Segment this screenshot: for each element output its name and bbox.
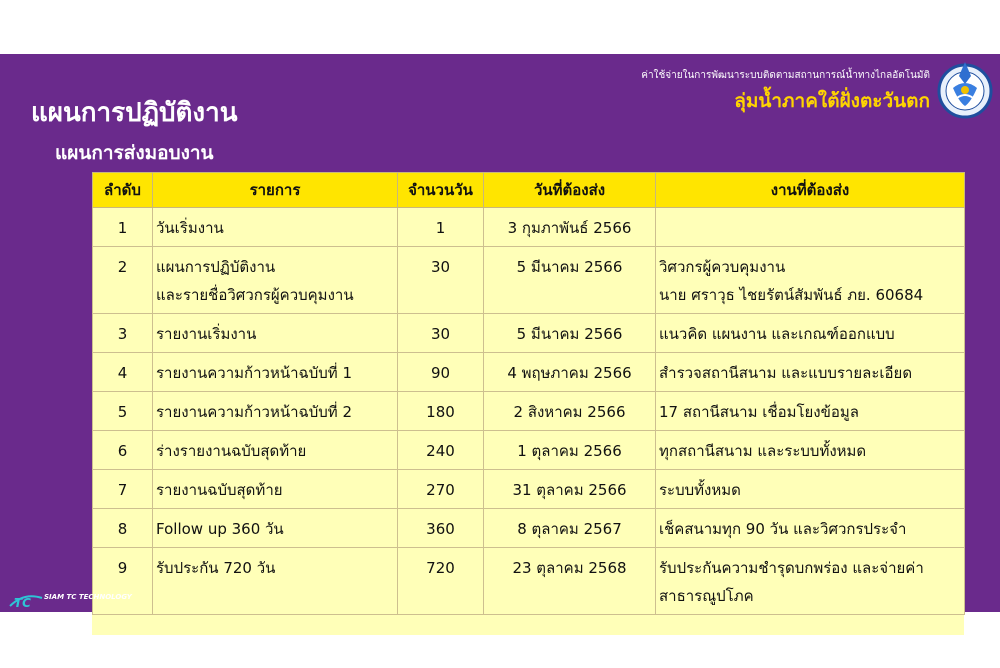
row-no: 5 xyxy=(93,392,153,431)
row-no: 8 xyxy=(93,509,153,548)
header-project-line: ค่าใช้จ่ายในการพัฒนาระบบติดตามสถานการณ์น้ำทางไกลอัตโนมัติ xyxy=(641,70,930,81)
row-no: 7 xyxy=(93,470,153,509)
row-item-line: และรายชื่อวิศวกรผู้ควบคุมงาน xyxy=(156,286,354,304)
table-row xyxy=(93,470,965,509)
row-days: 30 xyxy=(398,314,484,353)
row-deliverable xyxy=(656,208,965,247)
row-deliverable xyxy=(656,247,965,314)
row-deliverable-line: รับประกันความชำรุดบกพร่อง และจ่ายค่า xyxy=(659,559,924,577)
header-no: ลำดับ xyxy=(93,173,153,208)
row-item: วันเริ่มงาน xyxy=(153,208,398,247)
row-days: 240 xyxy=(398,431,484,470)
row-days: 270 xyxy=(398,470,484,509)
row-item: รายงานความก้าวหน้าฉบับที่ 2 xyxy=(153,392,398,431)
row-deliverable: แนวคิด แผนงาน และเกณฑ์ออกแบบ xyxy=(656,314,965,353)
row-no: 2 xyxy=(93,247,153,314)
department-emblem-icon xyxy=(935,58,995,120)
table-row xyxy=(93,509,965,548)
row-deliverable: 17 สถานีสนาม เชื่อมโยงข้อมูล xyxy=(656,392,965,431)
row-deliverable: เช็คสนามทุก 90 วัน และวิศวกรประจำ xyxy=(656,509,965,548)
table-row xyxy=(93,208,965,247)
row-date: 1 ตุลาคม 2566 xyxy=(484,431,656,470)
table-row xyxy=(93,548,965,615)
row-date: 4 พฤษภาคม 2566 xyxy=(484,353,656,392)
table-header-row xyxy=(93,173,965,208)
row-no: 1 xyxy=(93,208,153,247)
row-days: 360 xyxy=(398,509,484,548)
row-item-line: แผนการปฏิบัติงาน xyxy=(156,258,276,276)
row-date: 5 มีนาคม 2566 xyxy=(484,247,656,314)
row-item xyxy=(153,247,398,314)
logo-mark-text: TC xyxy=(14,596,31,610)
row-date: 5 มีนาคม 2566 xyxy=(484,314,656,353)
row-date: 31 ตุลาคม 2566 xyxy=(484,470,656,509)
row-deliverable: สำรวจสถานีสนาม และแบบรายละเอียด xyxy=(656,353,965,392)
row-item: Follow up 360 วัน xyxy=(153,509,398,548)
row-no: 4 xyxy=(93,353,153,392)
row-no: 3 xyxy=(93,314,153,353)
row-item: รายงานเริ่มงาน xyxy=(153,314,398,353)
row-deliverable-line: สาธารณูปโภค xyxy=(659,587,754,605)
row-date: 2 สิงหาคม 2566 xyxy=(484,392,656,431)
delivery-plan-table xyxy=(92,172,965,615)
page-subtitle: แผนการส่งมอบงาน xyxy=(55,142,214,164)
header-region-title: ลุ่มน้ำภาคใต้ฝั่งตะวันตก xyxy=(734,90,930,112)
delivery-plan-table-container xyxy=(92,172,964,635)
row-deliverable-line: นาย ศราวุธ ไชยรัตน์สัมพันธ์ ภย. 60684 xyxy=(659,286,924,304)
table-row xyxy=(93,353,965,392)
table-row xyxy=(93,392,965,431)
row-days: 90 xyxy=(398,353,484,392)
row-deliverable xyxy=(656,548,965,615)
row-item: ร่างรายงานฉบับสุดท้าย xyxy=(153,431,398,470)
row-days: 1 xyxy=(398,208,484,247)
company-logo-text: SIAM TC TECHNOLOGY xyxy=(44,593,132,601)
row-days: 180 xyxy=(398,392,484,431)
header-deliverable: งานที่ต้องส่ง xyxy=(656,173,965,208)
row-days: 720 xyxy=(398,548,484,615)
table-row xyxy=(93,247,965,314)
row-deliverable: ระบบทั้งหมด xyxy=(656,470,965,509)
row-date: 23 ตุลาคม 2568 xyxy=(484,548,656,615)
row-date: 8 ตุลาคม 2567 xyxy=(484,509,656,548)
page-title: แผนการปฏิบัติงาน xyxy=(31,98,238,128)
row-date: 3 กุมภาพันธ์ 2566 xyxy=(484,208,656,247)
row-no: 9 xyxy=(93,548,153,615)
row-item: รายงานความก้าวหน้าฉบับที่ 1 xyxy=(153,353,398,392)
table-row xyxy=(93,314,965,353)
row-deliverable-line: วิศวกรผู้ควบคุมงาน xyxy=(659,258,786,276)
slide xyxy=(0,54,1000,612)
row-item: รายงานฉบับสุดท้าย xyxy=(153,470,398,509)
row-item: รับประกัน 720 วัน xyxy=(153,548,398,615)
header-days: จำนวนวัน xyxy=(398,173,484,208)
header-item: รายการ xyxy=(153,173,398,208)
row-days: 30 xyxy=(398,247,484,314)
table-row xyxy=(93,431,965,470)
row-deliverable: ทุกสถานีสนาม และระบบทั้งหมด xyxy=(656,431,965,470)
header-date: วันที่ต้องส่ง xyxy=(484,173,656,208)
row-no: 6 xyxy=(93,431,153,470)
